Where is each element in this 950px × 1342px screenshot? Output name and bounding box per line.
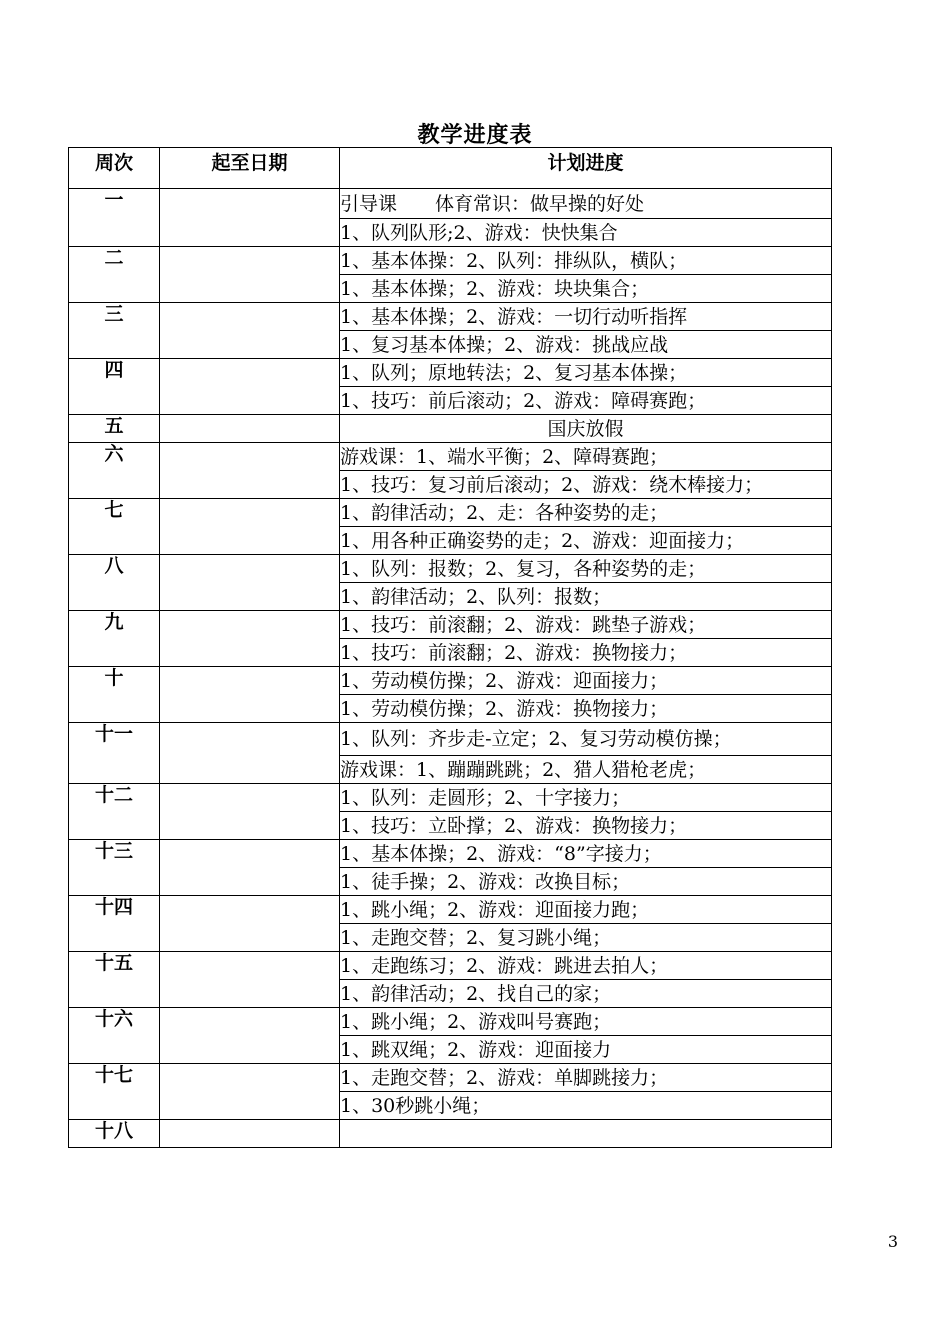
- date-cell: [160, 499, 340, 555]
- plan-cell: 1、复习基本体操；2、游戏：挑战应战: [340, 331, 832, 359]
- plan-cell: 1、走跑交替；2、复习跳小绳；: [340, 924, 832, 952]
- date-cell: [160, 1064, 340, 1120]
- week-cell: 七: [69, 499, 160, 555]
- plan-cell: 1、技巧：前后滚动；2、游戏：障碍赛跑；: [340, 387, 832, 415]
- plan-cell: 1、队列：报数；2、复习，各种姿势的走；: [340, 555, 832, 583]
- plan-cell: [340, 1120, 832, 1148]
- table-row: [69, 1064, 832, 1092]
- plan-cell: 1、队列：走圆形；2、十字接力；: [340, 784, 832, 812]
- plan-cell: 1、基本体操；2、游戏：块块集合；: [340, 275, 832, 303]
- plan-cell: 1、韵律活动；2、找自己的家；: [340, 980, 832, 1008]
- plan-cell: 1、技巧：立卧撑；2、游戏：换物接力；: [340, 812, 832, 840]
- document-title: 教学进度表: [417, 123, 533, 148]
- date-cell: [160, 415, 340, 443]
- plan-cell: 引导课 体育常识：做早操的好处: [340, 189, 832, 219]
- plan-cell: 1、跳双绳；2、游戏：迎面接力: [340, 1036, 832, 1064]
- plan-cell: 1、跳小绳；2、游戏：迎面接力跑；: [340, 896, 832, 924]
- plan-cell: 国庆放假: [340, 415, 832, 443]
- date-cell: [160, 896, 340, 952]
- date-cell: [160, 303, 340, 359]
- header-plan: 计划进度: [340, 148, 832, 189]
- date-cell: [160, 840, 340, 896]
- table-row: [69, 415, 832, 443]
- header-row: [69, 148, 832, 189]
- page-number: 3: [887, 1232, 898, 1251]
- week-cell: 十五: [69, 952, 160, 1008]
- plan-cell: 1、劳动模仿操；2、游戏：换物接力；: [340, 695, 832, 723]
- plan-cell: 1、徒手操；2、游戏：改换目标；: [340, 868, 832, 896]
- table-row: [69, 499, 832, 527]
- plan-cell: 1、跳小绳；2、游戏叫号赛跑；: [340, 1008, 832, 1036]
- week-cell: 一: [69, 189, 160, 247]
- week-cell: 十: [69, 667, 160, 723]
- date-cell: [160, 667, 340, 723]
- week-cell: 十二: [69, 784, 160, 840]
- plan-cell: 1、劳动模仿操；2、游戏：迎面接力；: [340, 667, 832, 695]
- plan-cell: 1、技巧：复习前后滚动；2、游戏：绕木棒接力；: [340, 471, 832, 499]
- header-dates: 起至日期: [160, 148, 340, 189]
- plan-cell: 1、基本体操；2、游戏：“8”字接力；: [340, 840, 832, 868]
- schedule-table: [68, 147, 832, 1148]
- table-row: [69, 667, 832, 695]
- week-cell: 十四: [69, 896, 160, 952]
- table-row: [69, 723, 832, 756]
- table-row: [69, 784, 832, 812]
- plan-cell: 1、技巧：前滚翻；2、游戏：换物接力；: [340, 639, 832, 667]
- plan-cell: 1、技巧：前滚翻；2、游戏：跳垫子游戏；: [340, 611, 832, 639]
- date-cell: [160, 247, 340, 303]
- table-row: [69, 555, 832, 583]
- date-cell: [160, 1120, 340, 1148]
- plan-cell: 1、队列：齐步走-立定；2、复习劳动模仿操；: [340, 723, 832, 756]
- date-cell: [160, 784, 340, 840]
- plan-cell: 1、用各种正确姿势的走；2、游戏：迎面接力；: [340, 527, 832, 555]
- table-row: [69, 1120, 832, 1148]
- date-cell: [160, 1008, 340, 1064]
- date-cell: [160, 611, 340, 667]
- header-week: 周次: [69, 148, 160, 189]
- date-cell: [160, 189, 340, 247]
- week-cell: 十六: [69, 1008, 160, 1064]
- plan-cell: 1、走跑交替；2、游戏：单脚跳接力；: [340, 1064, 832, 1092]
- table-row: [69, 840, 832, 868]
- plan-cell: 游戏课：1、蹦蹦跳跳；2、猎人猎枪老虎；: [340, 756, 832, 784]
- plan-cell: 1、韵律活动；2、走：各种姿势的走；: [340, 499, 832, 527]
- plan-cell: 1、韵律活动；2、队列：报数；: [340, 583, 832, 611]
- plan-cell: 1、队列队形;2、游戏：快快集合: [340, 219, 832, 247]
- date-cell: [160, 952, 340, 1008]
- date-cell: [160, 555, 340, 611]
- plan-cell: 游戏课：1、端水平衡；2、障碍赛跑；: [340, 443, 832, 471]
- table-row: [69, 952, 832, 980]
- table-row: [69, 247, 832, 275]
- week-cell: 六: [69, 443, 160, 499]
- date-cell: [160, 359, 340, 415]
- table-row: [69, 896, 832, 924]
- week-cell: 十一: [69, 723, 160, 784]
- week-cell: 三: [69, 303, 160, 359]
- week-cell: 十七: [69, 1064, 160, 1120]
- table-row: [69, 611, 832, 639]
- table-row: [69, 1008, 832, 1036]
- week-cell: 十三: [69, 840, 160, 896]
- date-cell: [160, 723, 340, 784]
- week-cell: 四: [69, 359, 160, 415]
- plan-cell: 1、队列；原地转法；2、复习基本体操；: [340, 359, 832, 387]
- week-cell: 二: [69, 247, 160, 303]
- table-row: [69, 189, 832, 219]
- table-row: [69, 359, 832, 387]
- week-cell: 八: [69, 555, 160, 611]
- plan-cell: 1、30秒跳小绳；: [340, 1092, 832, 1120]
- week-cell: 五: [69, 415, 160, 443]
- plan-cell: 1、走跑练习；2、游戏：跳进去拍人；: [340, 952, 832, 980]
- plan-cell: 1、基本体操；2、游戏：一切行动听指挥: [340, 303, 832, 331]
- table-row: [69, 443, 832, 471]
- table-row: [69, 303, 832, 331]
- week-cell: 十八: [69, 1120, 160, 1148]
- schedule-body: [69, 189, 832, 1148]
- plan-cell: 1、基本体操：2、队列：排纵队，横队；: [340, 247, 832, 275]
- date-cell: [160, 443, 340, 499]
- week-cell: 九: [69, 611, 160, 667]
